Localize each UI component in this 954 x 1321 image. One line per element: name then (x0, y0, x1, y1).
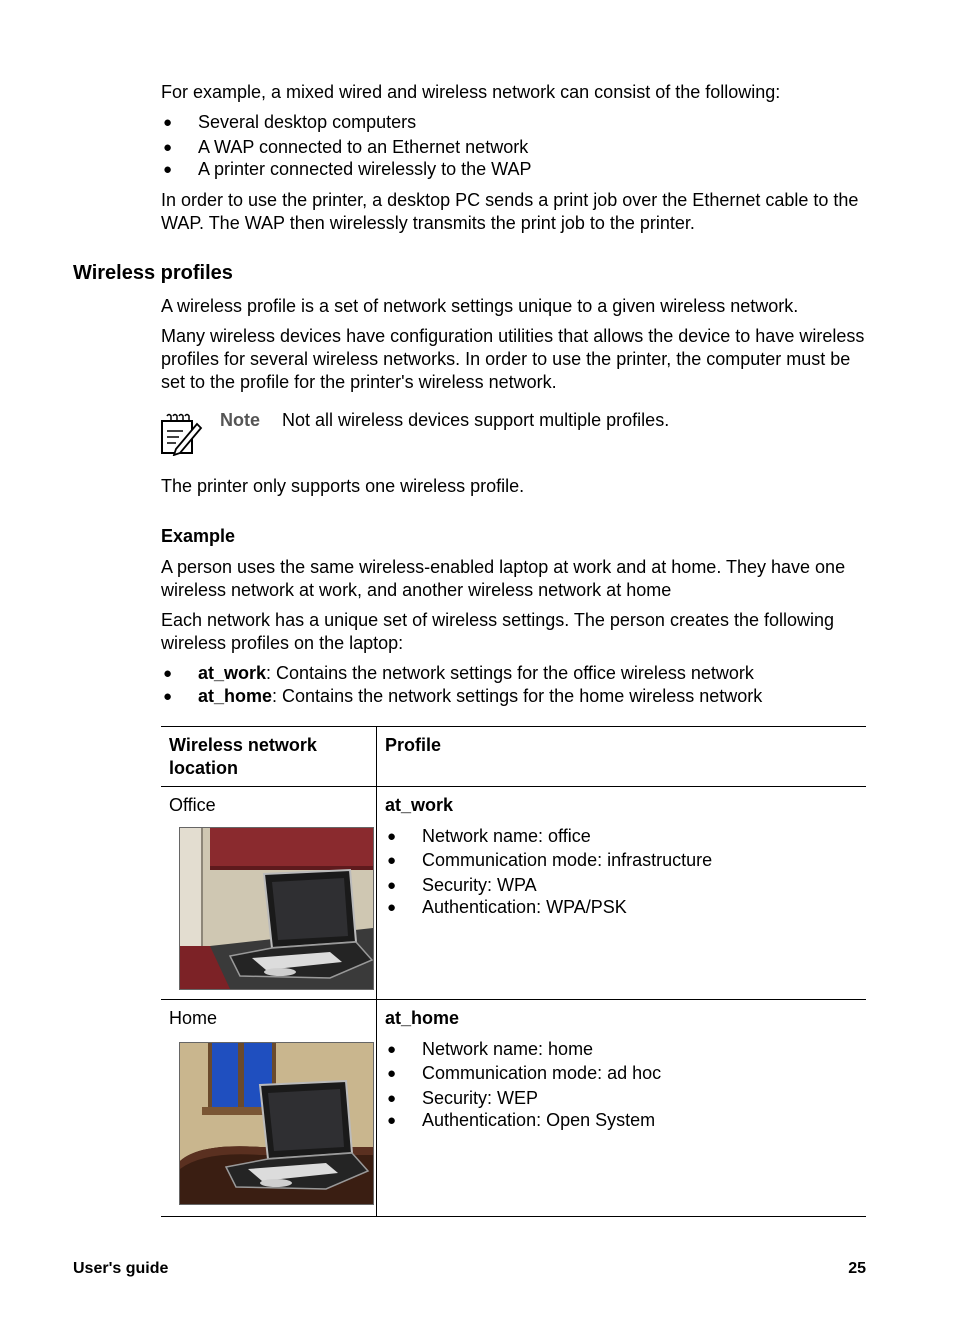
note-label: Note (220, 410, 260, 430)
bullet-icon: ● (163, 688, 173, 705)
section-paragraph: A wireless profile is a set of network settings unique to a given wireless network. (161, 296, 799, 316)
table-rule (161, 1216, 866, 1217)
example-paragraph: A person uses the same wireless-enabled laptop at work and at home. They have one wireless network at work, and another wireless network at home (161, 557, 846, 600)
list-item-text: Several desktop computers (198, 112, 417, 132)
table-header-profile: Profile (385, 735, 442, 755)
bullet-icon: ● (163, 114, 173, 131)
bullet-icon: ● (387, 877, 397, 894)
profile-name: at_work (198, 663, 267, 683)
bullet-icon: ● (387, 852, 397, 869)
intro-followup: In order to use the printer, a desktop PC sends a print job over the Ethernet cable to the WAP. The WAP then wirelessly transmits the print job to the printer. (161, 190, 859, 233)
profile-name: at_home (198, 686, 273, 706)
page-number: 25 (848, 1260, 866, 1277)
section-paragraph: Many wireless devices have configuration utilities that allows the device to have wireless profiles for several wireless networks. In order to use the printer, the computer must be set to the profile for the printer's wireless network. (161, 326, 865, 392)
bullet-icon: ● (163, 161, 173, 178)
location-label: Home (169, 1008, 218, 1028)
list-item-text: Authentication: Open System (422, 1110, 656, 1130)
list-item-text: Authentication: WPA/PSK (422, 897, 627, 917)
list-item-text: A printer connected wirelessly to the WAP (198, 159, 532, 179)
office-laptop-image (179, 827, 374, 990)
table-rule (161, 999, 866, 1000)
list-item-text: Communication mode: ad hoc (422, 1063, 662, 1083)
location-label: Office (169, 795, 216, 815)
bullet-icon: ● (387, 1041, 397, 1058)
list-item-text: : Contains the network settings for the home wireless network (272, 686, 763, 706)
table-header-location: Wireless network location (169, 735, 317, 778)
home-laptop-image (179, 1042, 374, 1205)
bullet-icon: ● (387, 899, 397, 916)
bullet-icon: ● (387, 828, 397, 845)
bullet-icon: ● (163, 665, 173, 682)
table-rule (161, 726, 866, 727)
example-heading: Example (161, 526, 236, 546)
bullet-icon: ● (387, 1065, 397, 1082)
list-item-text: Security: WEP (422, 1088, 539, 1108)
section-heading: Wireless profiles (73, 262, 233, 284)
section-paragraph: The printer only supports one wireless profile. (161, 476, 525, 496)
list-item-text: : Contains the network settings for the office wireless network (266, 663, 754, 683)
table-rule (161, 786, 866, 787)
list-item-text: A WAP connected to an Ethernet network (198, 137, 529, 157)
profile-name: at_work (385, 795, 454, 815)
table-divider (376, 726, 377, 1217)
note-icon (161, 412, 203, 456)
list-item-text: Communication mode: infrastructure (422, 850, 713, 870)
note-text: Not all wireless devices support multiple profiles. (282, 410, 670, 430)
intro-paragraph: For example, a mixed wired and wireless network can consist of the following: (161, 82, 781, 102)
bullet-icon: ● (163, 139, 173, 156)
list-item-text: Network name: home (422, 1039, 594, 1059)
bullet-icon: ● (387, 1112, 397, 1129)
note (220, 409, 669, 432)
list-item-text: Security: WPA (422, 875, 537, 895)
bullet-icon: ● (387, 1090, 397, 1107)
list-item-text: Network name: office (422, 826, 591, 846)
footer-title: User's guide (73, 1260, 169, 1277)
example-paragraph: Each network has a unique set of wireless settings. The person creates the following wireless profiles on the laptop: (161, 610, 835, 653)
profile-name: at_home (385, 1008, 460, 1028)
